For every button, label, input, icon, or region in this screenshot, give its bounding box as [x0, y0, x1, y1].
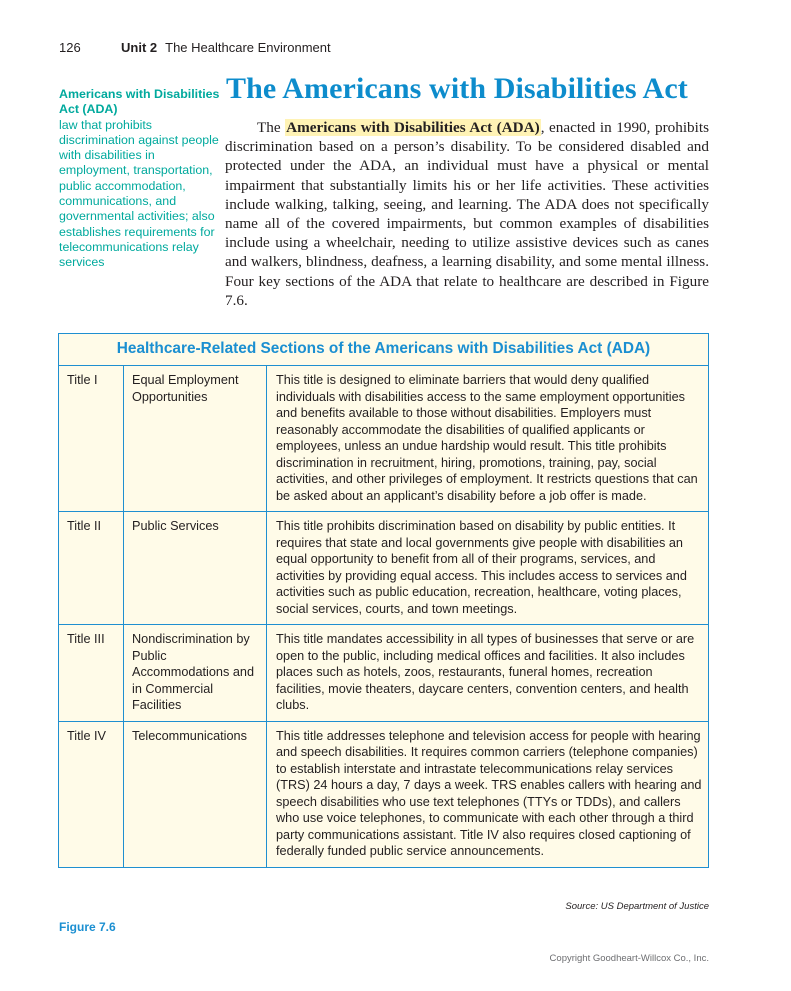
row-description: This title addresses telephone and television access for people with hearing and speech disabilities. It requires common carriers (telephone companies) to establish interstate and intrastate telecommunications relay services (TRS) 24 hours a day, 7 days a week. TRS enables callers with hearing and speech disabilities who use text telephones (TTYs or TDDs), and callers who use voice telephones, to communicate with each other through a third party communications assistant. Title IV also requires closed captioning of federally funded public service announcements. [267, 721, 709, 867]
table-title: Healthcare-Related Sections of the Americans with Disabilities Act (ADA) [59, 334, 709, 366]
row-description: This title prohibits discrimination based on disability by public entities. It requires that state and local governments give people with disabilities an equal opportunity to benefit from all of their programs, services, and activities by providing equal access. This includes access to services and activities such as public education, recreation, healthcare, voting places, social services, courts, and town meetings. [267, 512, 709, 625]
figure-source: Source: US Department of Justice [565, 901, 709, 912]
row-title: Title IV [59, 721, 124, 867]
section-title: The Americans with Disabilities Act [226, 72, 688, 105]
page-number: 126 [59, 40, 81, 55]
table-row [59, 512, 709, 625]
running-head [59, 40, 331, 55]
row-description: This title mandates accessibility in all types of businesses that serve or are open to the public, including medical offices and facilities. It also includes places such as hotels, zoos, restaurants, funeral homes, recreation facilities, movie theaters, daycare centers, convention centers, and health clubs. [267, 625, 709, 722]
row-title: Title II [59, 512, 124, 625]
unit-title: The Healthcare Environment [165, 40, 331, 55]
glossary-definition: law that prohibits discrimination against people with disabilities in employment, transportation, public accommodation, communications, and governmental activities; also establishes requirements for telecommunications relay services [59, 117, 219, 270]
para-lead: The [257, 119, 286, 136]
table-row [59, 366, 709, 512]
figure-label: Figure 7.6 [59, 920, 116, 934]
ada-sections-table [58, 333, 709, 868]
row-name: Public Services [124, 512, 267, 625]
table-row [59, 625, 709, 722]
glossary-term: Americans with Disabilities Act (ADA) [59, 87, 220, 117]
margin-glossary-note [59, 87, 224, 271]
row-name: Nondiscrimination by Public Accommodations and in Commercial Facilities [124, 625, 267, 722]
row-name: Equal Employment Opportunities [124, 366, 267, 512]
highlighted-key-term: Americans with Disabilities Act (ADA) [286, 119, 540, 136]
table-header-row [59, 334, 709, 366]
table-row [59, 721, 709, 867]
copyright-notice: Copyright Goodheart-Willcox Co., Inc. [549, 953, 709, 964]
para-rest: , enacted in 1990, prohibits discrimination based on a person’s disability. To be considered disabled and protected under the ADA, an individual must have a physical or mental impairment that substantially limits his or her life activities. These activities include walking, talking, seeing, and learning. The ADA does not specifically name all of the covered impairments, but common examples of disabilities include using a wheelchair, needing to utilize assistive devices such as canes and walkers, blindness, deafness, a learning disability, and some mental illness. Four key sections of the ADA that relate to healthcare are described in Figure 7.6. [225, 119, 709, 309]
body-paragraph [225, 118, 709, 310]
row-title: Title I [59, 366, 124, 512]
unit-label: Unit 2 [121, 40, 158, 55]
row-description: This title is designed to eliminate barriers that would deny qualified individuals with disabilities access to the same employment opportunities and benefits available to those without disabilities. Employers must reasonably accommodate the disabilities of qualified applicants or employees, unless an undue hardship would result. This title prohibits discrimination in recruitment, hiring, promotions, training, pay, social activities, and other privileges of employment. It restricts questions that can be asked about an applicant’s disability before a job offer is made. [267, 366, 709, 512]
row-title: Title III [59, 625, 124, 722]
row-name: Telecommunications [124, 721, 267, 867]
